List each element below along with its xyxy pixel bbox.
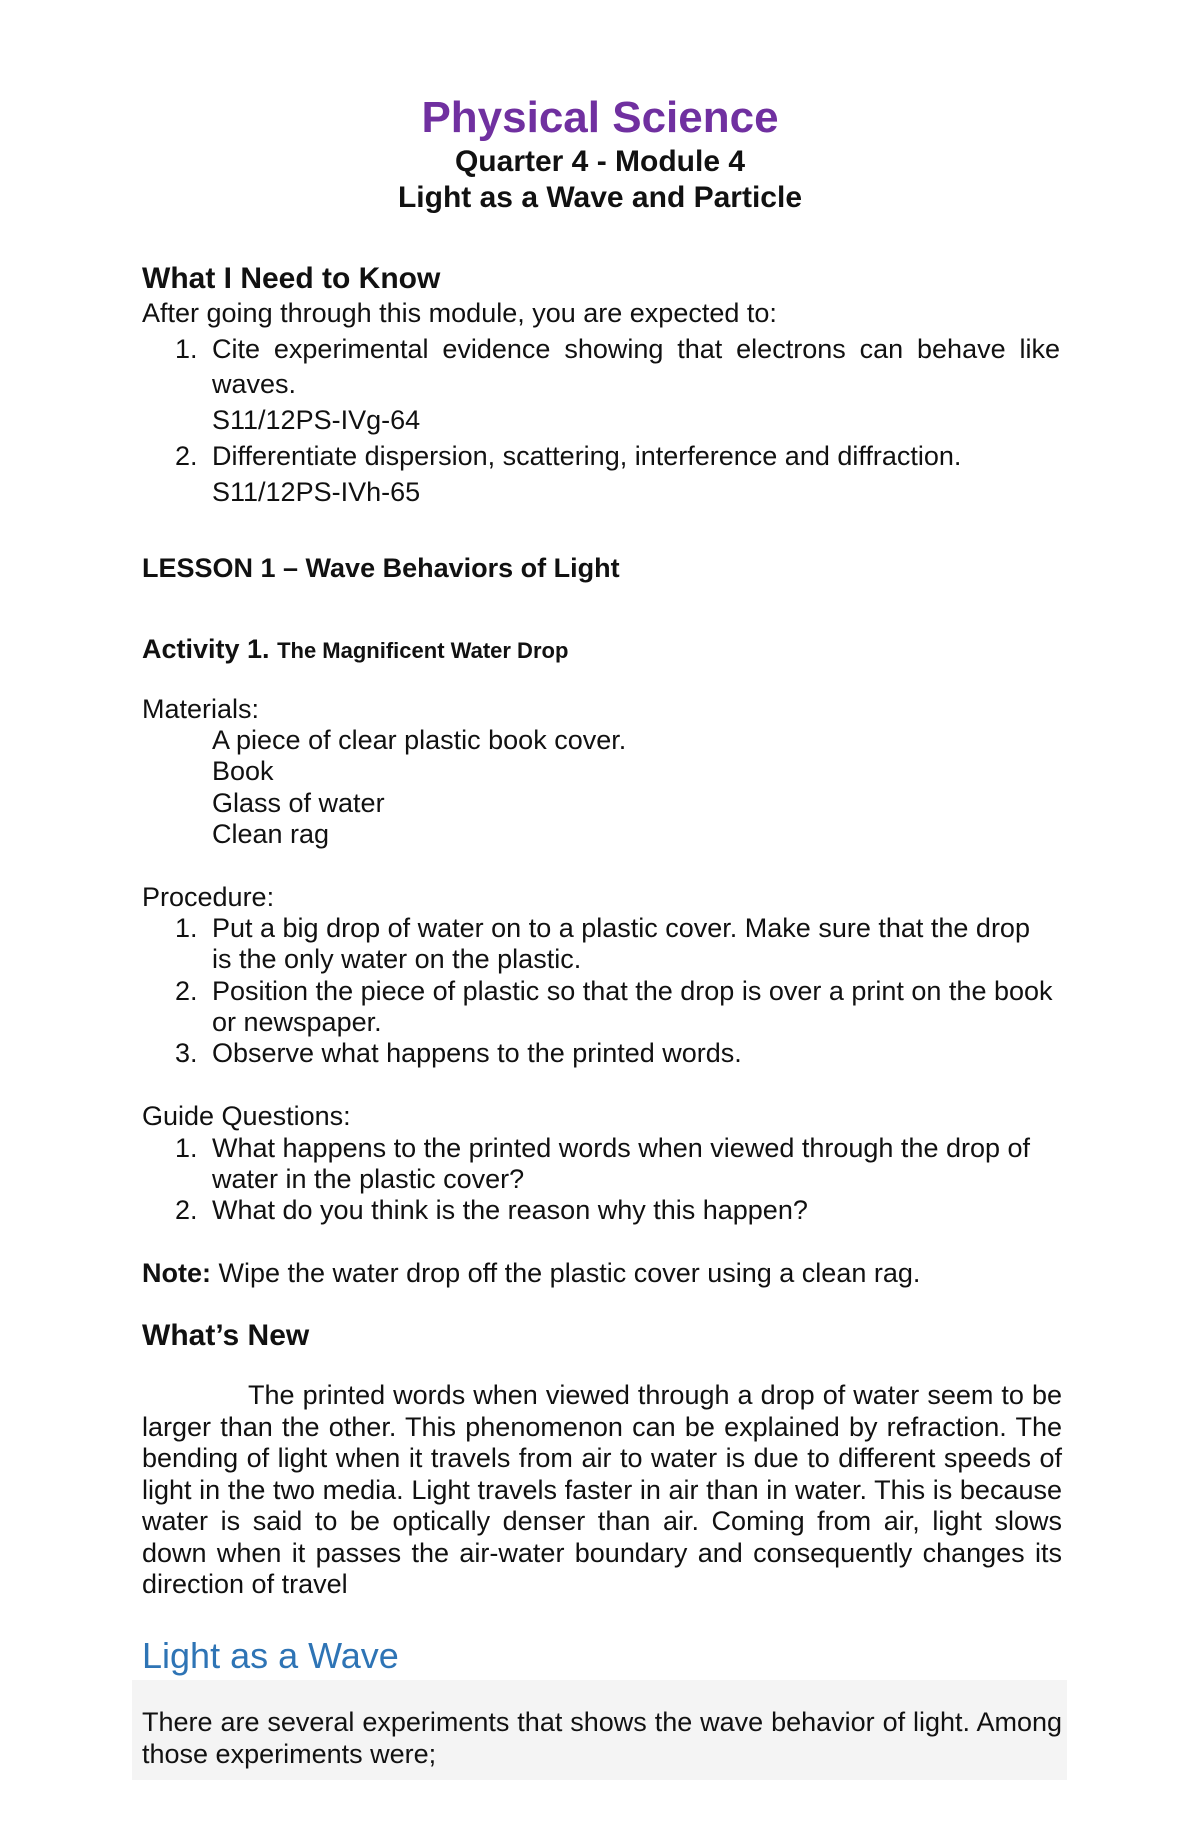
question-number: 2. <box>175 1195 198 1225</box>
procedure-step-cont: or newspaper. <box>212 1007 382 1037</box>
need-to-know-heading: What I Need to Know <box>142 262 441 295</box>
competency-code: S11/12PS-IVg-64 <box>212 405 421 435</box>
lesson-title: LESSON 1 – Wave Behaviors of Light <box>142 553 620 583</box>
note-text: Wipe the water drop off the plastic cover using a clean rag. <box>211 1258 921 1288</box>
procedure-number: 3. <box>175 1038 198 1068</box>
whats-new-heading: What’s New <box>142 1319 310 1352</box>
objective-text-cont: waves. <box>212 369 297 399</box>
document-title: Physical Science <box>421 93 779 142</box>
procedure-label: Procedure: <box>142 882 275 912</box>
procedure-step: Position the piece of plastic so that the drop is over a print on the book <box>212 976 1053 1006</box>
guide-question: What do you think is the reason why this happen? <box>212 1195 808 1225</box>
note-label: Note: <box>142 1258 211 1288</box>
guide-question: What happens to the printed words when viewed through the drop of <box>212 1133 1031 1163</box>
material-item: Clean rag <box>212 819 330 849</box>
objective-text: Differentiate dispersion, scattering, interference and diffraction. <box>212 441 962 471</box>
procedure-step-cont: is the only water on the plastic. <box>212 944 582 974</box>
procedure-step: Put a big drop of water on to a plastic cover. Make sure that the drop <box>212 913 1030 943</box>
objective-number: 2. <box>175 441 198 471</box>
competency-code: S11/12PS-IVh-65 <box>212 477 421 507</box>
light-as-wave-paragraph: There are several experiments that shows the wave behavior of light. Among those experiments were; <box>142 1707 1062 1769</box>
note <box>142 1258 920 1289</box>
light-as-wave-heading: Light as a Wave <box>142 1635 399 1676</box>
guide-questions-label: Guide Questions: <box>142 1101 351 1131</box>
whats-new-text: The printed words when viewed through a drop of water seem to be larger than the other. This phenomenon can be explained by refraction. The bending of light when it travels from air to water is due to different speeds of light in the two media. Light travels faster in air than in water. This is because water is said to be optically denser than air. Coming from air, light slows down when it passes the air-water boundary and consequently changes its direction of travel <box>142 1380 1062 1599</box>
need-to-know-intro: After going through this module, you are expected to: <box>142 298 777 328</box>
activity-label: Activity 1. <box>142 634 270 664</box>
material-item: Glass of water <box>212 788 385 818</box>
guide-question-cont: water in the plastic cover? <box>212 1164 525 1194</box>
activity-heading <box>142 634 568 666</box>
whats-new-paragraph <box>142 1380 1062 1601</box>
activity-name: The Magnificent Water Drop <box>277 638 569 663</box>
module-topic: Light as a Wave and Particle <box>397 181 803 214</box>
objective-text: Cite experimental evidence showing that electrons can behave like <box>212 334 1060 364</box>
question-number: 1. <box>175 1133 198 1163</box>
material-item: A piece of clear plastic book cover. <box>212 725 627 755</box>
procedure-step: Observe what happens to the printed words. <box>212 1038 742 1068</box>
procedure-number: 2. <box>175 976 198 1006</box>
material-item: Book <box>212 756 274 786</box>
procedure-number: 1. <box>175 913 198 943</box>
objective-number: 1. <box>175 334 198 364</box>
materials-label: Materials: <box>142 694 260 724</box>
module-subtitle: Quarter 4 - Module 4 <box>454 145 746 178</box>
